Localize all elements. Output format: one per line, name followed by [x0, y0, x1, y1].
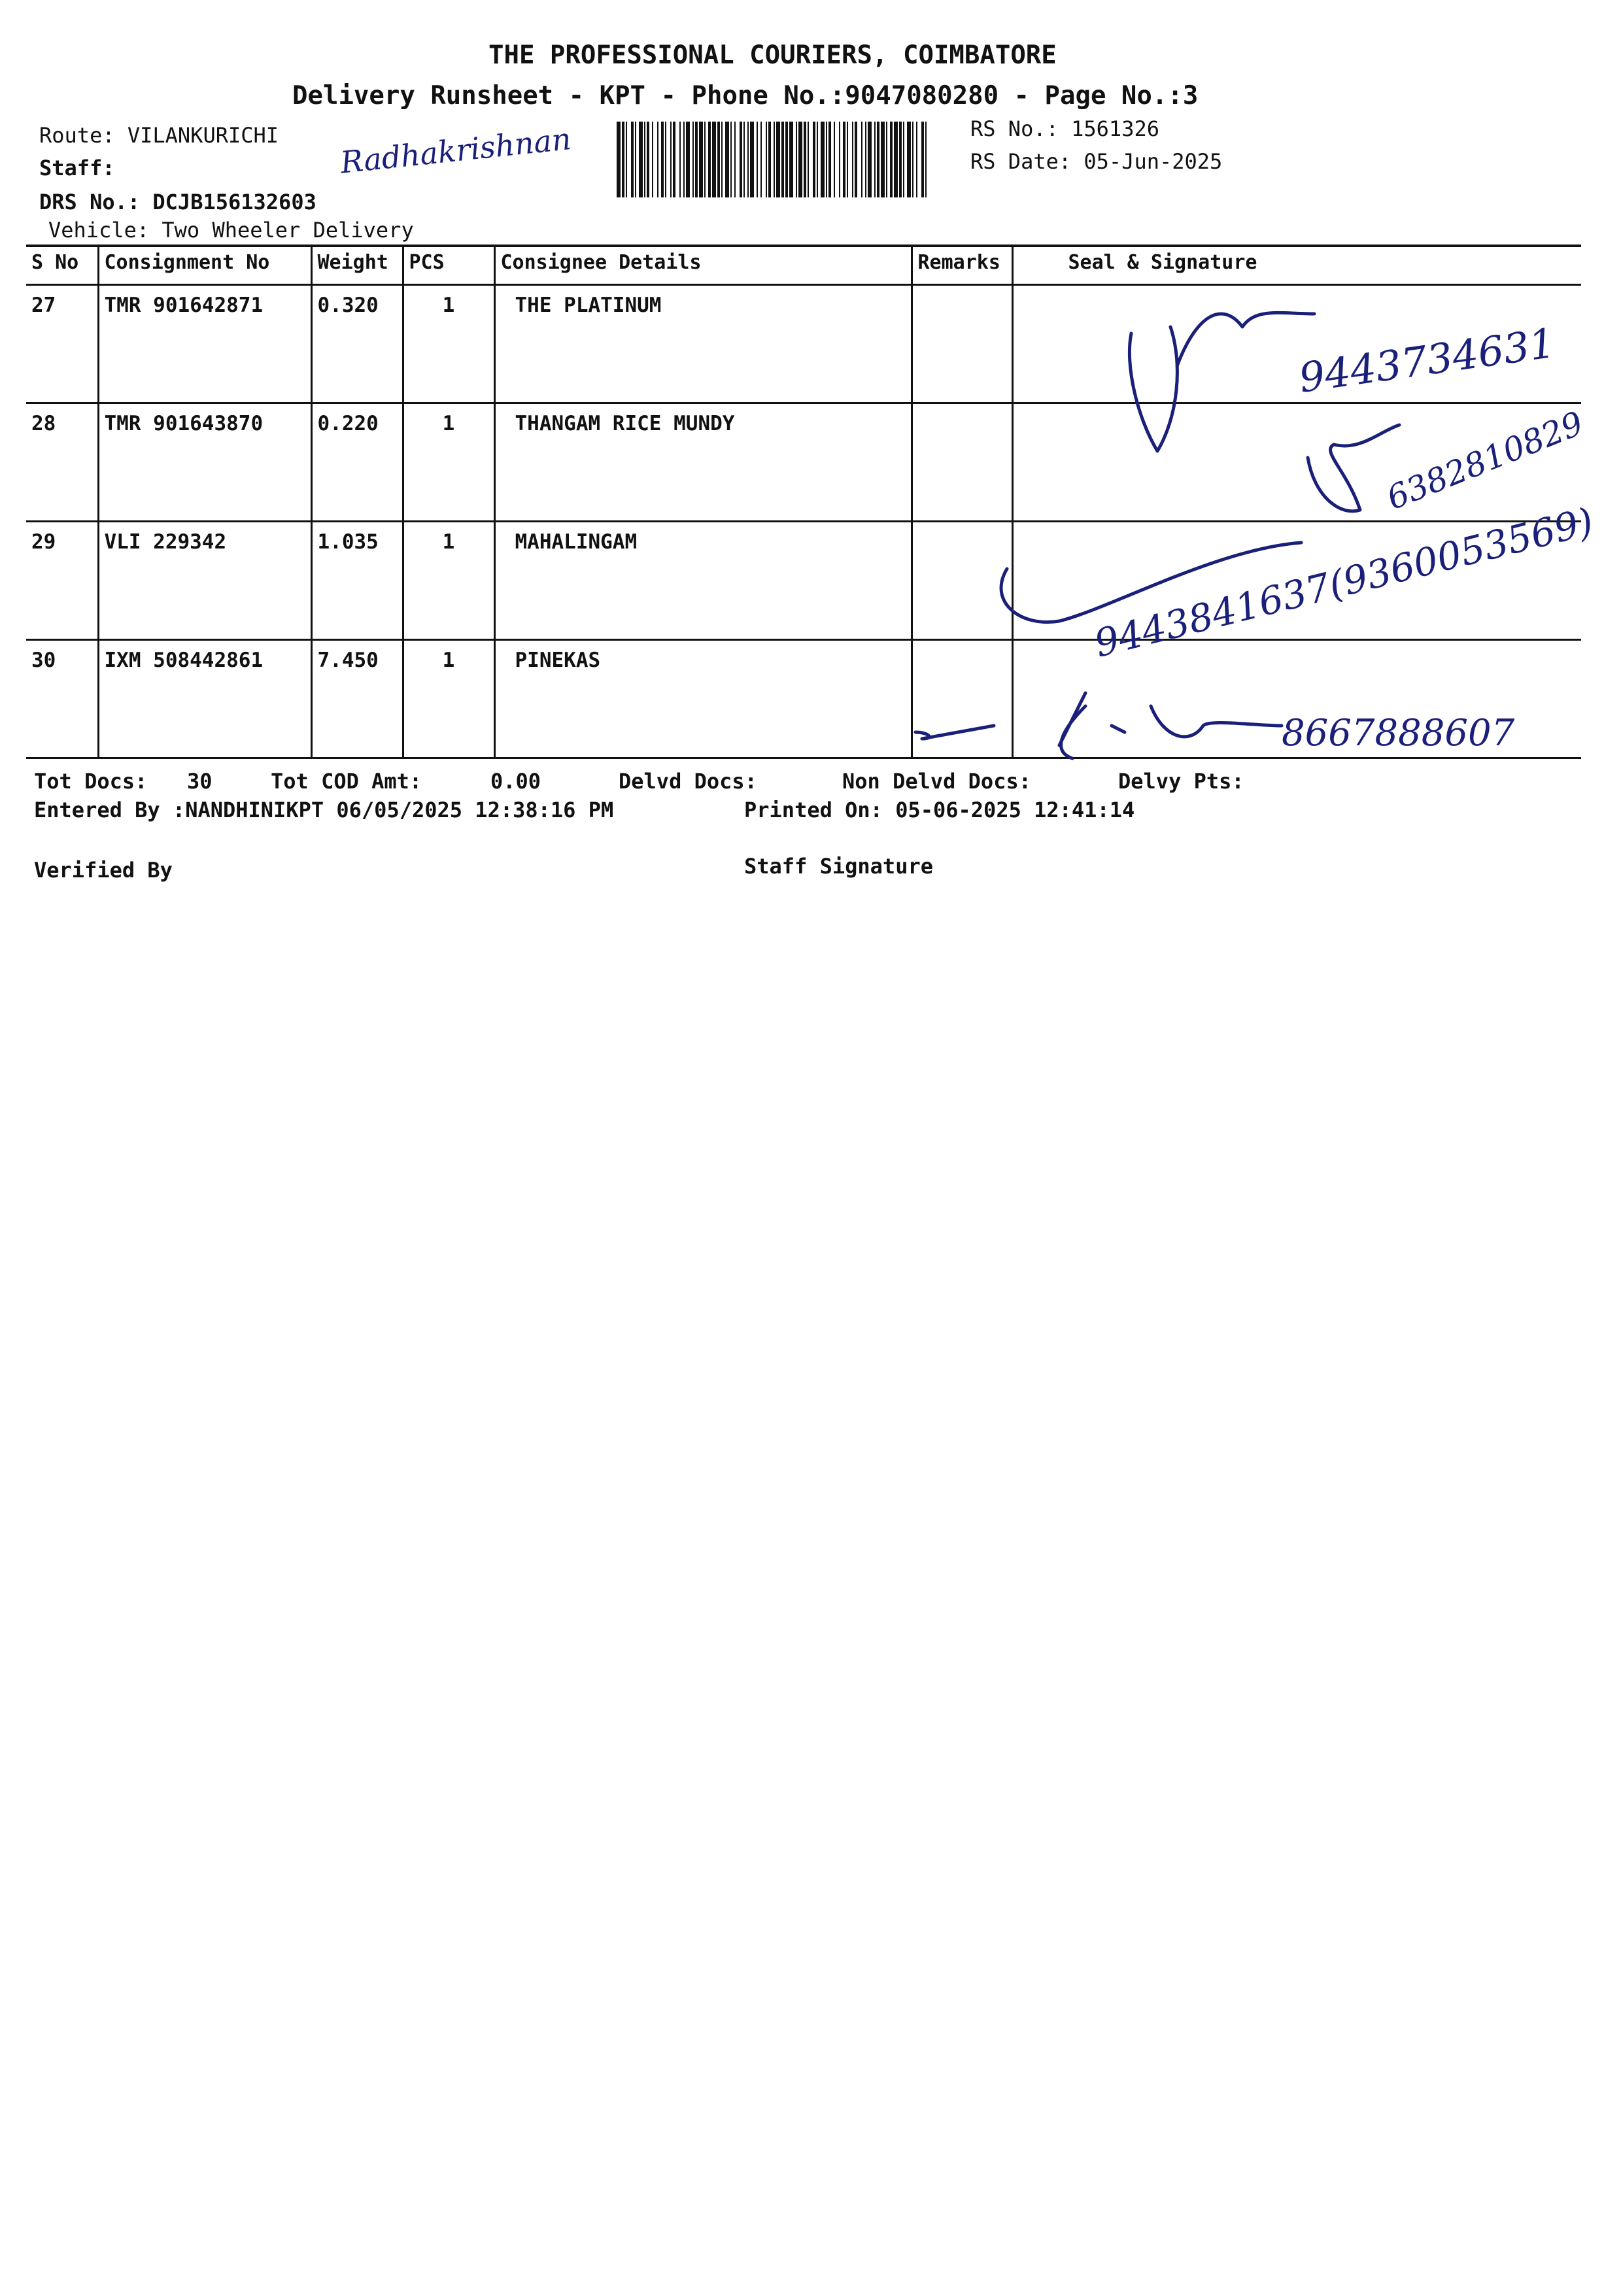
- handwritten-phone-1: 9443734631: [1295, 318, 1558, 402]
- row-signature: [1012, 640, 1581, 758]
- row-consignment: TMR 901643870: [98, 403, 311, 522]
- row-remarks: [912, 285, 1012, 403]
- row-consignment: IXM 508442861: [98, 640, 311, 758]
- col-header-consignee: Consignee Details: [494, 246, 912, 285]
- table-row: [26, 403, 1581, 522]
- table-row: [26, 285, 1581, 403]
- col-header-consignment: Consignment No: [98, 246, 311, 285]
- row-weight: 7.450: [311, 640, 403, 758]
- col-header-sno: S No: [26, 246, 98, 285]
- row-sno: 27: [26, 285, 98, 403]
- col-header-signature: Seal & Signature: [1012, 246, 1581, 285]
- col-header-pcs: PCS: [403, 246, 494, 285]
- verified-by: Verified By: [34, 858, 173, 883]
- staff-handwritten-name: Radhakrishnan: [339, 120, 573, 180]
- entered-by: Entered By :NANDHINIKPT 06/05/2025 12:38:16 PM: [34, 798, 614, 822]
- row-consignee: THE PLATINUM: [494, 285, 912, 403]
- drs-number: DRS No.: DCJB156132603: [39, 190, 316, 214]
- delvd-docs-label: Delvd Docs:: [619, 769, 757, 794]
- non-delvd-docs-label: Non Delvd Docs:: [842, 769, 1031, 794]
- runsheet-subtitle: Delivery Runsheet - KPT - Phone No.:9047080280 - Page No.:3: [292, 81, 1199, 110]
- row-sno: 28: [26, 403, 98, 522]
- route-label: Route: VILANKURICHI: [39, 123, 279, 148]
- row-signature: [1012, 403, 1581, 522]
- row-remarks: [912, 403, 1012, 522]
- row-sno: 29: [26, 522, 98, 640]
- tot-docs-label: Tot Docs:: [34, 769, 148, 794]
- barcode: [617, 122, 928, 197]
- printed-on: Printed On: 05-06-2025 12:41:14: [744, 798, 1135, 822]
- table-header-row: [26, 246, 1581, 285]
- row-consignee: PINEKAS: [494, 640, 912, 758]
- row-weight: 1.035: [311, 522, 403, 640]
- col-header-weight: Weight: [311, 246, 403, 285]
- staff-signature-label: Staff Signature: [744, 854, 933, 879]
- delvy-pts-label: Delvy Pts:: [1118, 769, 1244, 794]
- row-sno: 30: [26, 640, 98, 758]
- table-row: [26, 522, 1581, 640]
- row-consignee: THANGAM RICE MUNDY: [494, 403, 912, 522]
- row-weight: 0.320: [311, 285, 403, 403]
- handwritten-phone-4: 8667888607: [1282, 712, 1515, 754]
- row-pcs: 1: [403, 522, 494, 640]
- table-row: [26, 640, 1581, 758]
- row-pcs: 1: [403, 403, 494, 522]
- rs-number: RS No.: 1561326: [970, 116, 1159, 141]
- row-weight: 0.220: [311, 403, 403, 522]
- row-pcs: 1: [403, 285, 494, 403]
- tot-cod-value: 0.00: [490, 769, 541, 794]
- row-consignment: TMR 901642871: [98, 285, 311, 403]
- handwritten-phone-2: 6382810829: [1381, 404, 1589, 518]
- row-signature: [1012, 522, 1581, 640]
- staff-label: Staff:: [39, 156, 115, 180]
- row-signature: [1012, 285, 1581, 403]
- tot-cod-label: Tot COD Amt:: [271, 769, 422, 794]
- tot-docs-value: 30: [187, 769, 213, 794]
- row-pcs: 1: [403, 640, 494, 758]
- vehicle-label: Vehicle: Two Wheeler Delivery: [48, 218, 414, 243]
- row-remarks: [912, 522, 1012, 640]
- row-consignee: MAHALINGAM: [494, 522, 912, 640]
- company-title: THE PROFESSIONAL COURIERS, COIMBATORE: [488, 41, 1057, 70]
- col-header-remarks: Remarks: [912, 246, 1012, 285]
- row-remarks: [912, 640, 1012, 758]
- handwritten-phone-3: 9443841637(9360053569): [1089, 499, 1598, 666]
- runsheet-table: [26, 245, 1581, 759]
- rs-date: RS Date: 05-Jun-2025: [970, 149, 1223, 174]
- row-consignment: VLI 229342: [98, 522, 311, 640]
